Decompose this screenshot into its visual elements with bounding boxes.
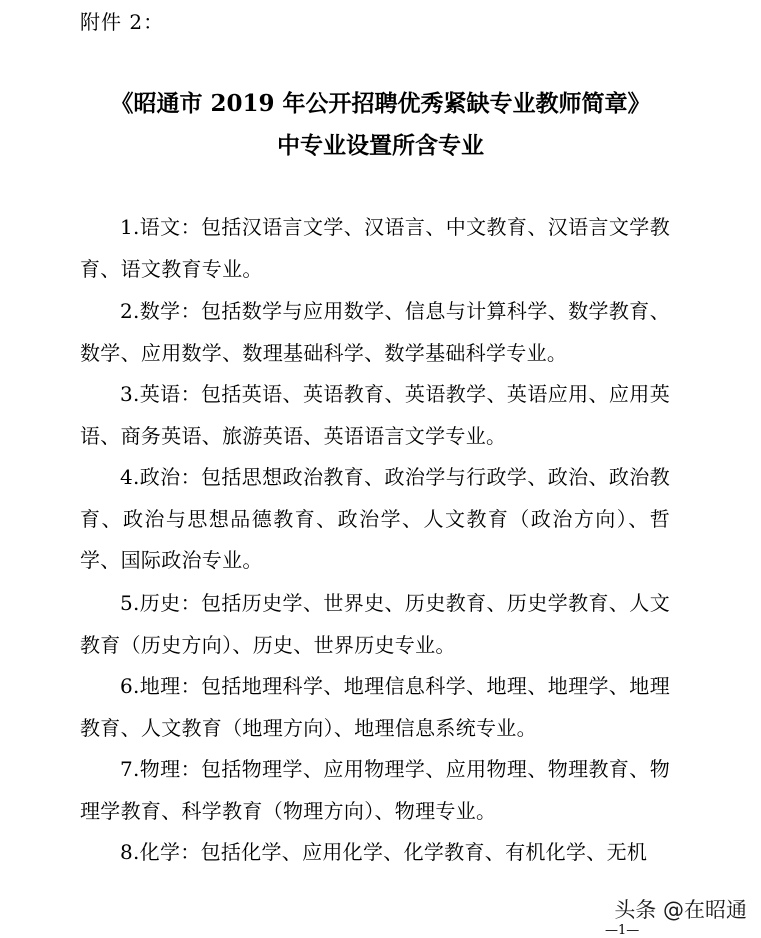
document-title: 《昭通市 2019 年公开招聘优秀紧缺专业教师简章》: [110, 90, 651, 117]
document-subtitle: 中专业设置所含专业: [277, 132, 484, 159]
paragraph-history: 5.历史：包括历史学、世界史、历史教育、历史学教育、人文教育（历史方向）、历史、世界历史专业。: [80, 591, 670, 657]
page-number: —1—: [605, 923, 640, 938]
paragraph-chinese: 1.语文：包括汉语言文学、汉语言、中文教育、汉语言文学教育、语文教育专业。: [80, 215, 670, 281]
watermark-account: @在昭通: [663, 898, 747, 922]
paragraph-math: 2.数学：包括数学与应用数学、信息与计算科学、数学教育、数学、应用数学、数理基础科学、数学基础科学专业。: [80, 299, 670, 365]
paragraph-physics: 7.物理：包括物理学、应用物理学、应用物理、物理教育、物理学教育、科学教育（物理方向）、物理专业。: [80, 757, 670, 823]
watermark-source: 头条: [614, 898, 657, 922]
attachment-label: 附件 2：: [80, 10, 165, 34]
paragraph-chemistry: 8.化学：包括化学、应用化学、化学教育、有机化学、无机: [120, 840, 648, 864]
paragraph-geography: 6.地理：包括地理科学、地理信息科学、地理、地理学、地理教育、人文教育（地理方向）、地理信息系统专业。: [80, 674, 670, 740]
source-watermark: [614, 896, 747, 924]
paragraph-english: 3.英语：包括英语、英语教育、英语教学、英语应用、应用英语、商务英语、旅游英语、英语语言文学专业。: [80, 382, 670, 448]
paragraph-politics: 4.政治：包括思想政治教育、政治学与行政学、政治、政治教育、政治与思想品德教育、政治学、人文教育（政治方向）、哲学、国际政治专业。: [80, 465, 670, 573]
